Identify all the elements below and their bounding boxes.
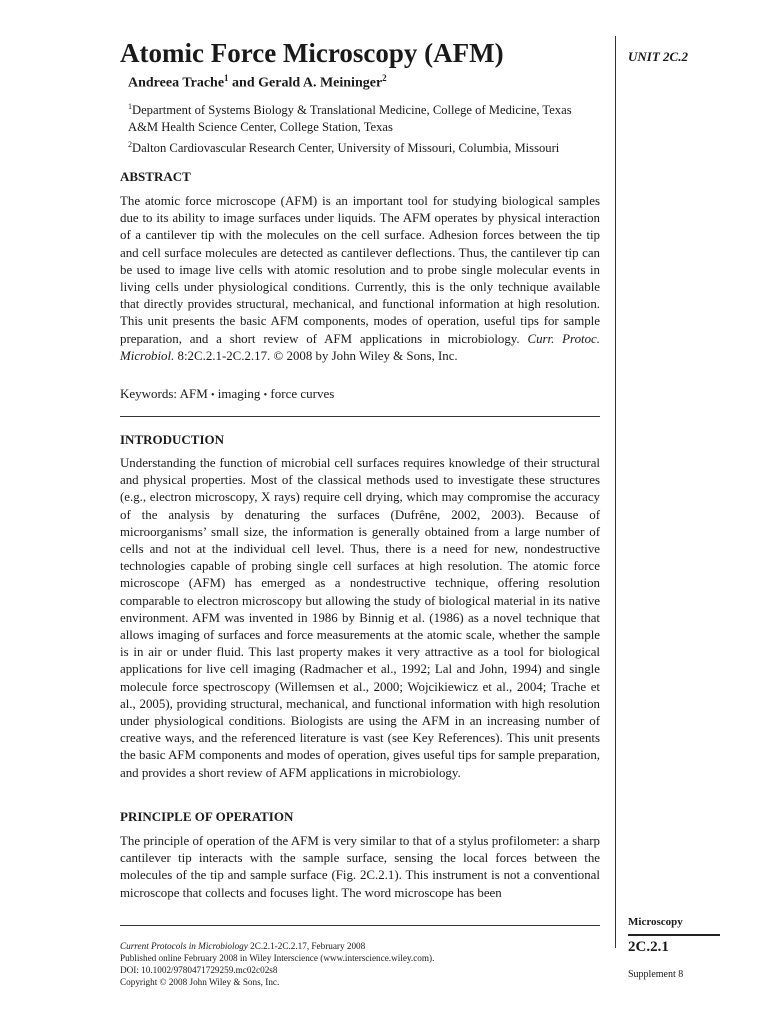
- introduction-text: Understanding the function of microbial cell surfaces requires knowledge of their structural and physical properties. Most of the classical methods used to investigate these structures (e.g., electron microscopy, X rays) require cell drying, which may compromise the accuracy of the analysis by denaturing the surfaces (Dufrêne, 2002, 2003). Because of microorganisms’ small size, the information is generally obtained from a large number of cells and not at the individual cell level. Thus, there is a need for new, nondestructive technologies capable of probing single cell surfaces at high resolution. The atomic force microscope (AFM) has emerged as a nondestructive technique, offering resolution comparable to electron microscopy but allowing the study of biological material in its native environment. AFM was invented in 1986 by Binnig et al. (1986) as a novel technique that allows imaging of surfaces and force measurements at the atomic scale, whether the sample is in air or under fluid. This last property makes it very attractive as a tool for biological applications for live cell imaging (Radmacher et al., 1992; Lal and John, 1994) and single molecule force spectroscopy (Willemsen et al., 2000; Wojcikiewicz et al., 2004; Trache et al., 2005), providing structural, mechanical, and functional information with high resolution under physiological conditions. Biologists are using the AFM in an increasing number of creative ways, and the referenced literature is vast (see Key References). This unit presents the basic AFM components and modes of operation, gives useful tips for sample preparation, and provides a short review of AFM applications in microbiology.: [120, 456, 600, 780]
- affiliation-mark: 1: [128, 102, 132, 111]
- keyword-bullet: •: [263, 390, 268, 401]
- abstract-citation: 8:2C.2.1-2C.2.17. © 2008 by John Wiley & Sons, Inc.: [174, 348, 458, 363]
- unit-label: UNIT 2C.2: [628, 49, 688, 64]
- section-rule: [628, 934, 720, 936]
- affiliation-mark: 2: [128, 140, 132, 150]
- affiliation-1: [128, 98, 600, 136]
- footer-published: Published online February 2008 in Wiley Interscience (www.interscience.wiley.com).: [120, 953, 435, 963]
- page-title: Atomic Force Microscopy (AFM): [120, 38, 504, 68]
- footer-copyright: Copyright © 2008 John Wiley & Sons, Inc.: [120, 977, 280, 987]
- footer-journal-line: [120, 940, 600, 952]
- principle-text: The principle of operation of the AFM is very similar to that of a stylus profilometer: a sharp cantilever tip interacts with the sample surface, sensing the local forces between the molecules of the tip and sample surface (Fig. 2C.2.1). This instrument is not a conventional microscope that collects and focuses light. The word microscope has been: [120, 834, 600, 900]
- affiliation-text: Dalton Cardiovascular Research Center, University of Missouri, Columbia, Missouri: [132, 141, 560, 156]
- abstract-text: [120, 193, 600, 365]
- introduction-heading: INTRODUCTION: [120, 432, 225, 447]
- page-number: 2C.2.1: [628, 939, 669, 955]
- footer-journal-info: 2C.2.1-2C.2.17, February 2008: [247, 941, 366, 951]
- principle-heading: PRINCIPLE OF OPERATION: [120, 809, 294, 824]
- keywords: [120, 386, 600, 402]
- author-separator: and: [228, 75, 259, 91]
- abstract-body: The atomic force microscope (AFM) is an important tool for studying biological samples due to its ability to image surfaces under liquids. The AFM operates by physical interaction of a cantilever tip with the molecules on the cell surface. Adhesion forces between the tip and cell surface molecules are detected as cantilever deflections. Thus, the cantilever tip can be used to image live cells with atomic resolution and to probe single molecular events in living cells under physiological conditions. Currently, this is the only technique available that directly provides structural, mechanical, and functional information at high resolution. This unit presents the basic AFM components, modes of operation, useful tips for sample preparation, and a short review of AFM applications in microbiology.: [120, 194, 600, 346]
- keyword: imaging: [217, 386, 261, 401]
- section-name: Microscopy: [628, 916, 683, 928]
- author-affiliation-mark: 1: [224, 73, 229, 83]
- abstract-citation-journal: Curr. Protoc. Microbiol.: [120, 331, 600, 363]
- footer-doi: DOI: 10.1002/9780471729259.mc02c02s8: [120, 965, 278, 975]
- keyword: force curves: [270, 386, 335, 401]
- abstract-divider: [120, 416, 600, 417]
- author-name: Andreea Trache: [128, 75, 225, 91]
- author-affiliation-mark: 2: [382, 73, 387, 83]
- keyword-bullet: •: [211, 390, 215, 401]
- keywords-label: Keywords:: [120, 386, 178, 401]
- affiliation-text: Department of Systems Biology & Translational Medicine, College of Medicine, Texas A&M Health Science Center, College Station, Texas: [128, 103, 572, 135]
- affiliation-2: [128, 136, 600, 157]
- abstract-heading: ABSTRACT: [120, 169, 191, 184]
- footer: [120, 940, 600, 988]
- footer-journal: Current Protocols in Microbiology: [120, 941, 248, 951]
- author-name: Gerald A. Meininger: [258, 75, 383, 91]
- affiliations: [128, 98, 600, 157]
- sidebar-divider: [615, 36, 616, 948]
- footer-divider: [120, 925, 600, 926]
- supplement-label: Supplement 8: [628, 969, 684, 980]
- keyword: AFM: [179, 386, 208, 401]
- author-list: [128, 73, 387, 92]
